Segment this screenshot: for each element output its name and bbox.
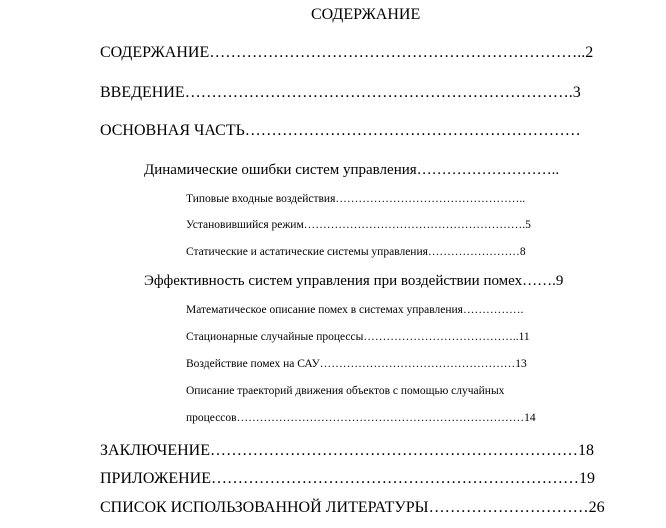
toc-entry-steady-state[interactable]: Установившийся режим………………………………………………….5 <box>186 219 531 231</box>
toc-entry-static-astatic[interactable]: Статические и астатические системы управления……………………8 <box>186 246 526 258</box>
toc-entry-bibliography[interactable]: СПИСОК ИСПОЛЬЗОВАННОЙ ЛИТЕРАТУРЫ…………………………26 <box>100 499 605 516</box>
toc-entry-noise-impact[interactable]: Воздействие помех на САУ……………………………………………13 <box>186 358 527 370</box>
toc-entry-contents[interactable]: СОДЕРЖАНИЕ……………………………………………………………..2 <box>100 44 594 61</box>
toc-entry-main-part[interactable]: ОСНОВНАЯ ЧАСТЬ……………………………………………………… <box>100 122 581 139</box>
toc-entry-typical-inputs[interactable]: Типовые входные воздействия………………………………………….. <box>186 193 526 205</box>
toc-entry-introduction[interactable]: ВВЕДЕНИЕ……………………………………………………………….3 <box>100 84 581 101</box>
toc-entry-trajectories-cont[interactable]: процессов…………………………………………………………………14 <box>186 412 536 424</box>
toc-entry-dynamic-errors[interactable]: Динамические ошибки систем управления……………………….. <box>144 162 560 178</box>
toc-entry-noise-efficiency[interactable]: Эффективность систем управления при воздействии помех…….9 <box>144 273 564 289</box>
toc-entry-appendix[interactable]: ПРИЛОЖЕНИЕ……………………………………………………………19 <box>100 470 596 487</box>
page-title: СОДЕРЖАНИЕ <box>311 6 421 23</box>
toc-entry-trajectories[interactable]: Описание траекторий движения объектов с помощью случайных <box>186 385 505 397</box>
toc-entry-stationary-processes[interactable]: Стационарные случайные процессы…………………………………..11 <box>186 331 530 343</box>
toc-entry-noise-math[interactable]: Математическое описание помех в системах управления……………. <box>186 304 524 316</box>
toc-entry-conclusion[interactable]: ЗАКЛЮЧЕНИЕ……………………………………………………………18 <box>100 442 594 459</box>
